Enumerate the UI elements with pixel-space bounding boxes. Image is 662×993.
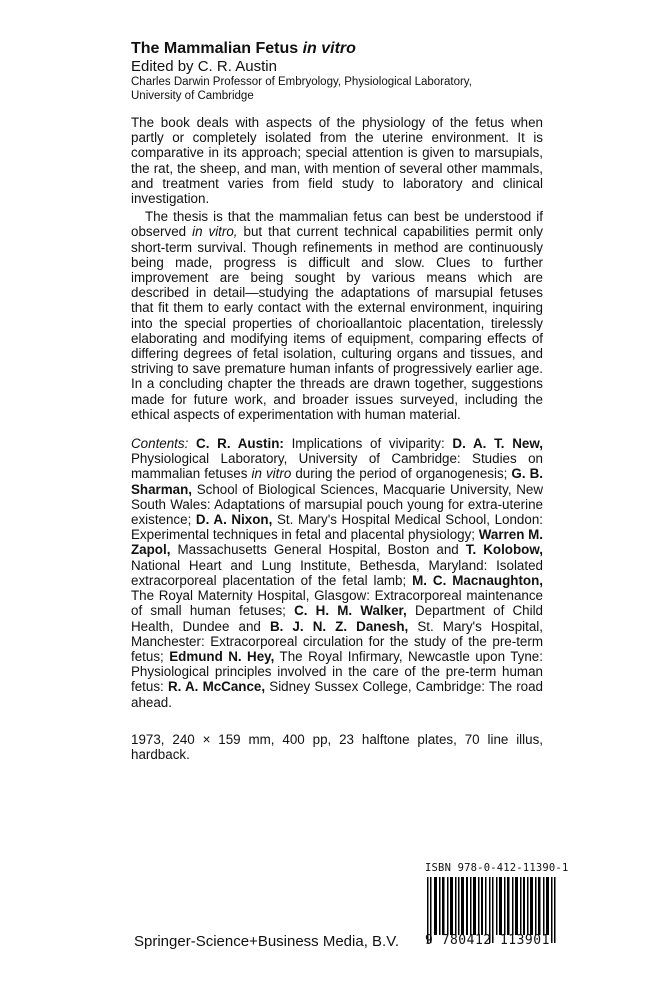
editor-affiliation-line-2: University of Cambridge xyxy=(131,90,254,102)
back-cover-text xyxy=(131,40,543,762)
book-editor: Edited by C. R. Austin xyxy=(131,58,277,75)
description-paragraph-1: The book deals with aspects of the physiology of the fetus when partly or completely isolated from the uterine environment. It is comparative in its approach; special attention is given to marsupials, the rat, the sheep, and man, with mention of several other mammals, and treatment varies from field study to laboratory and clinical investigation. xyxy=(131,115,543,207)
editor-affiliation-line-1: Charles Darwin Professor of Embryology, Physiological Laboratory, xyxy=(131,76,472,88)
barcode-digits: 9 780412 113901 xyxy=(425,933,550,948)
publication-details: 1973, 240 × 159 mm, 400 pp, 23 halftone plates, 70 line illus, hardback. xyxy=(131,731,543,762)
book-title: The Mammalian Fetus in vitro xyxy=(131,40,356,57)
description-paragraph-2: The thesis is that the mammalian fetus can best be understood if observed in vitro, but that current technical capabilities permit only short-term survival. Though refinements in method are continuously being made, progress is difficult and slow. Clues to further improvement are being sought by various means which are described in detail—studying the adaptations of marsupial fetuses that fit them to early contact with the external environment, inquiring into the special properties of chorioallantoic placentation, tirelessly elaborating and modifying items of equipment, comparing effects of differing degrees of fetal isolation, culturing organs and tissues, and striving to save premature human infants of progressively earlier age. In a concluding chapter the threads are drawn together, suggestions made for future work, and broader issues surveyed, including the ethical aspects of experimentation with human material. xyxy=(131,209,543,422)
contents-list: Contents: C. R. Austin: Implications of viviparity: D. A. T. New, Physiological Laboratory, University of Cambridge: Studies on mammalian fetuses in vitro during the period of organogenesis; G. B. Sharman, School of Biological Sciences, Macquarie University, New South Wales: Adaptations of marsupial pouch young for extra-uterine existence; D. A. Nixon, St. Mary's Hospital Medical School, London: Experimental techniques in fetal and placental physiology; Warren M. Zapol, Massachusetts General Hospital, Boston and T. Kolobow, National Heart and Lung Institute, Bethesda, Maryland: Isolated extracorporeal placentation of the fetal lamb; M. C. Macnaughton, The Royal Maternity Hospital, Glasgow: Extracorporeal maintenance of small human fetuses; C. H. M. Walker, Department of Child Health, Dundee and B. J. N. Z. Danesh, St. Mary's Hospital, Manchester: Extracorporeal circulation for the study of the pre-term fetus; Edmund N. Hey, The Royal Infirmary, Newcastle upon Tyne: Physiological principles involved in the care of the pre-term human fetus: R. A. McCance, Sidney Sussex College, Cambridge: The road ahead. xyxy=(131,436,544,710)
publisher-name: Springer-Science+Business Media, B.V. xyxy=(134,933,400,950)
isbn-label: ISBN 978-0-412-11390-1 xyxy=(425,862,569,874)
